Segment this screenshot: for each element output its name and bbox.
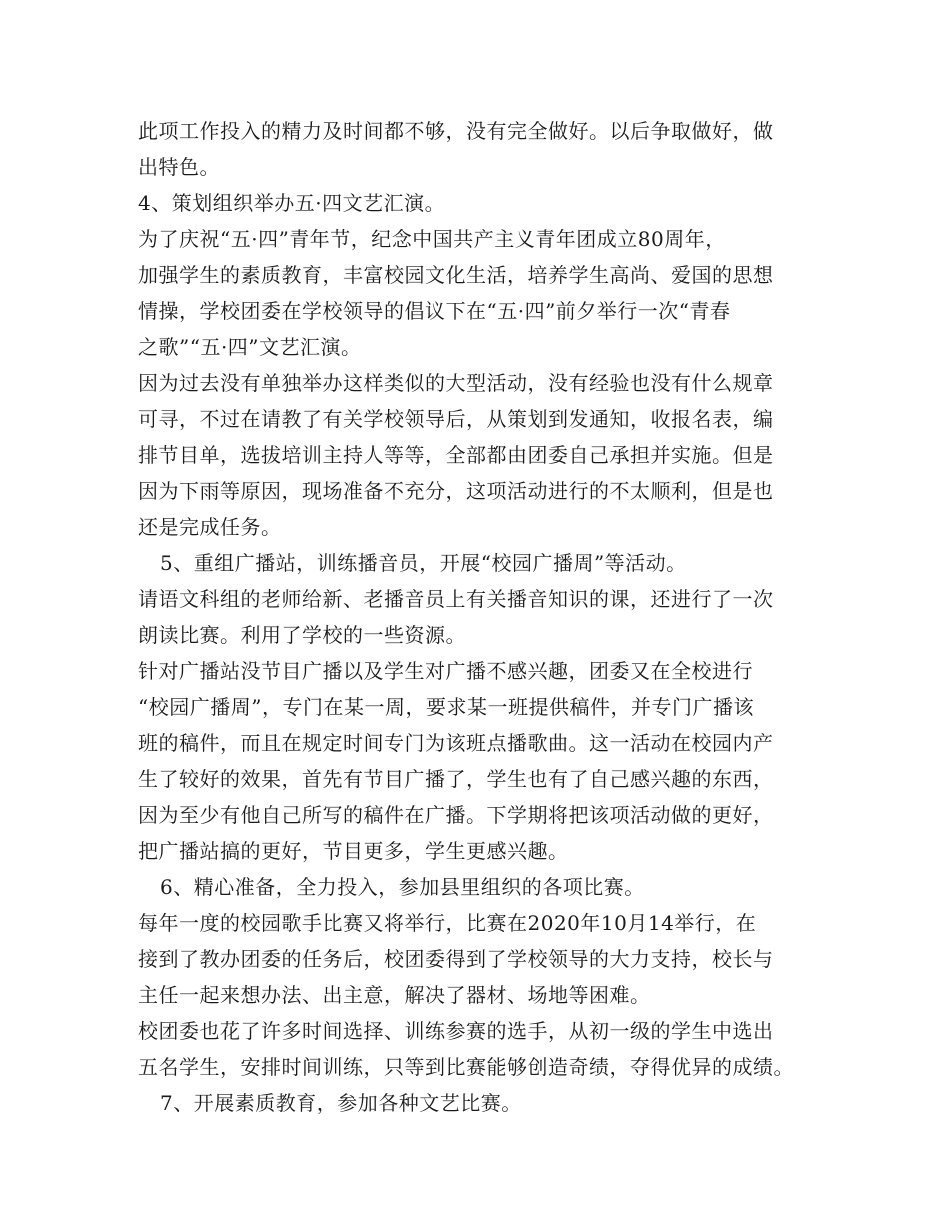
text-line: 主任一起来想办法、出主意，解决了器材、场地等困难。: [138, 983, 651, 1007]
text-line: 校团委也花了许多时间选择、训练参赛的选手，从初一级的学生中选出: [138, 1019, 774, 1043]
text-line: 之歌”“五·四”文艺汇演。: [138, 335, 362, 359]
document-body: [138, 113, 838, 1121]
text-line: 请语文科组的老师给新、老播音员上有关播音知识的课，还进行了一次: [138, 587, 774, 611]
text-line: 生了较好的效果，首先有节目广播了，学生也有了自己感兴趣的东西，: [138, 767, 774, 791]
text-line: 此项工作投入的精力及时间都不够，没有完全做好。以后争取做好，做: [138, 119, 774, 143]
section-heading: 4、策划组织举办五·四文艺汇演。: [138, 191, 446, 215]
text-line: 加强学生的素质教育，丰富校园文化生活，培养学生高尚、爱国的思想: [138, 263, 774, 287]
text-line: 因为下雨等原因，现场准备不充分，这项活动进行的不太顺利，但是也: [138, 479, 774, 503]
text-line: 接到了教办团委的任务后，校团委得到了学校领导的大力支持，校长与: [138, 947, 774, 971]
text-line: 每年一度的校园歌手比赛又将举行，比赛在2020年10月14举行，在: [138, 911, 757, 935]
text-line: 为了庆祝“五·四”青年节，纪念中国共产主义青年团成立80周年，: [138, 227, 726, 251]
text-line: 出特色。: [138, 155, 220, 179]
text-line: 针对广播站没节目广播以及学生对广播不感兴趣，团委又在全校进行: [138, 659, 753, 683]
section-heading: 7、开展素质教育，参加各种文艺比赛。: [160, 1091, 522, 1115]
text-line: 排节目单，选拔培训主持人等等，全部都由团委自己承担并实施。但是: [138, 443, 774, 467]
text-line: 因为至少有他自己所写的稿件在广播。下学期将把该项活动做的更好，: [138, 803, 774, 827]
section-heading: 6、精心准备，全力投入，参加县里组织的各项比赛。: [160, 875, 645, 899]
text-line: “校园广播周”，专门在某一周，要求某一班提供稿件，并专门广播该: [138, 695, 754, 719]
text-line: 可寻，不过在请教了有关学校领导后，从策划到发通知，收报名表，编: [138, 407, 774, 431]
text-line: 情操，学校团委在学校领导的倡议下在“五·四”前夕举行一次“青春: [138, 299, 731, 323]
text-line: 班的稿件，而且在规定时间专门为该班点播歌曲。这一活动在校园内产: [138, 731, 774, 755]
text-line: 把广播站搞的更好，节目更多，学生更感兴趣。: [138, 839, 569, 863]
text-line: 朗读比赛。利用了学校的一些资源。: [138, 623, 466, 647]
text-line: 还是完成任务。: [138, 515, 282, 539]
section-heading: 5、重组广播站，训练播音员，开展“校园广播周”等活动。: [160, 551, 687, 575]
text-line: 五名学生，安排时间训练，只等到比赛能够创造奇绩，夺得优异的成绩。: [138, 1055, 794, 1079]
text-line: 因为过去没有单独举办这样类似的大型活动，没有经验也没有什么规章: [138, 371, 774, 395]
